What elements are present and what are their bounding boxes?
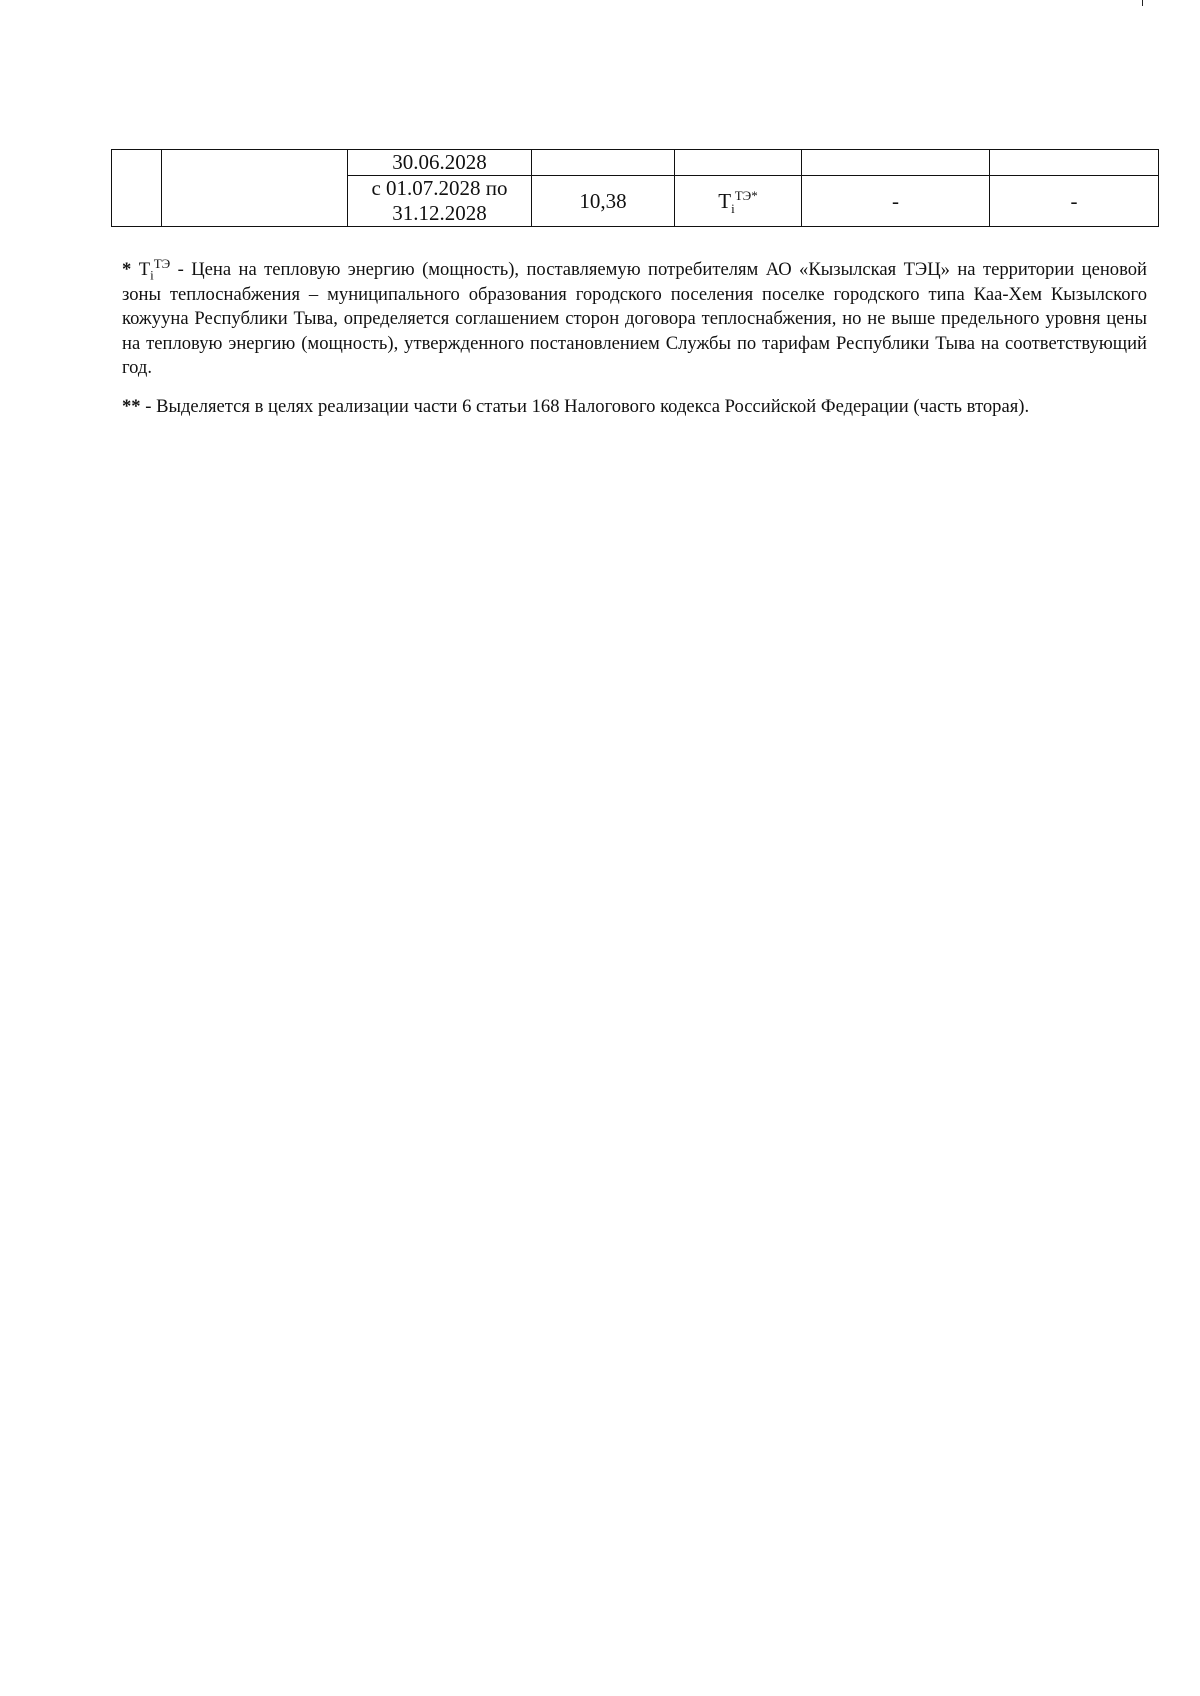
period-text: с 01.07.2028 по 31.12.2028: [371, 176, 508, 225]
table-cell-value: 10,38: [532, 176, 675, 227]
footnote-1-symbol-base: Т: [138, 259, 151, 280]
table-row: [112, 150, 1159, 176]
table-cell-col6: -: [802, 176, 990, 227]
scan-edge-mark: [1142, 0, 1143, 6]
table-cell-col6: [802, 150, 990, 176]
tariff-symbol-sub: i: [731, 200, 735, 216]
table-cell-value: [532, 150, 675, 176]
table-cell-tariff: [675, 150, 802, 176]
footnote-2-marker: **: [122, 395, 141, 417]
footnote-1-symbol-sub: i: [150, 267, 154, 283]
footnote-1-text: - Цена на тепловую энергию (мощность), поставляемую потребителям АО «Кызылская ТЭЦ» на территории ценовой зоны теплоснабжения – муниципального образования городского поселения поселке городского типа Каа-Хем Кызылского кожууна Республики Тыва, определяется соглашением сторон договора теплоснабжения, но не выше предельного уровня цены на тепловую энергию (мощность), утвержденного постановлением Службы по тарифам Республики Тыва на соответствующий год.: [122, 259, 1147, 378]
tariff-symbol-base: Т: [718, 188, 732, 213]
footnote-1: [122, 255, 1147, 381]
table-cell-col7: [990, 150, 1159, 176]
table-cell-index: [112, 150, 162, 227]
tariff-symbol-sup: ТЭ*: [734, 187, 758, 203]
table-cell-name: [162, 150, 348, 227]
footnote-2-text: - Выделяется в целях реализации части 6 статьи 168 Налогового кодекса Российской Федерации (часть вторая).: [140, 395, 1030, 417]
table-cell-period: [348, 176, 532, 227]
footnote-2: [122, 395, 1147, 420]
tariff-table: [111, 149, 1159, 227]
table-cell-period: 30.06.2028: [348, 150, 532, 176]
table-cell-col7: -: [990, 176, 1159, 227]
table-cell-tariff: [675, 176, 802, 227]
footnote-1-symbol-sup: ТЭ: [153, 255, 171, 271]
footnotes: [122, 255, 1147, 419]
footnote-1-marker: *: [122, 259, 132, 280]
